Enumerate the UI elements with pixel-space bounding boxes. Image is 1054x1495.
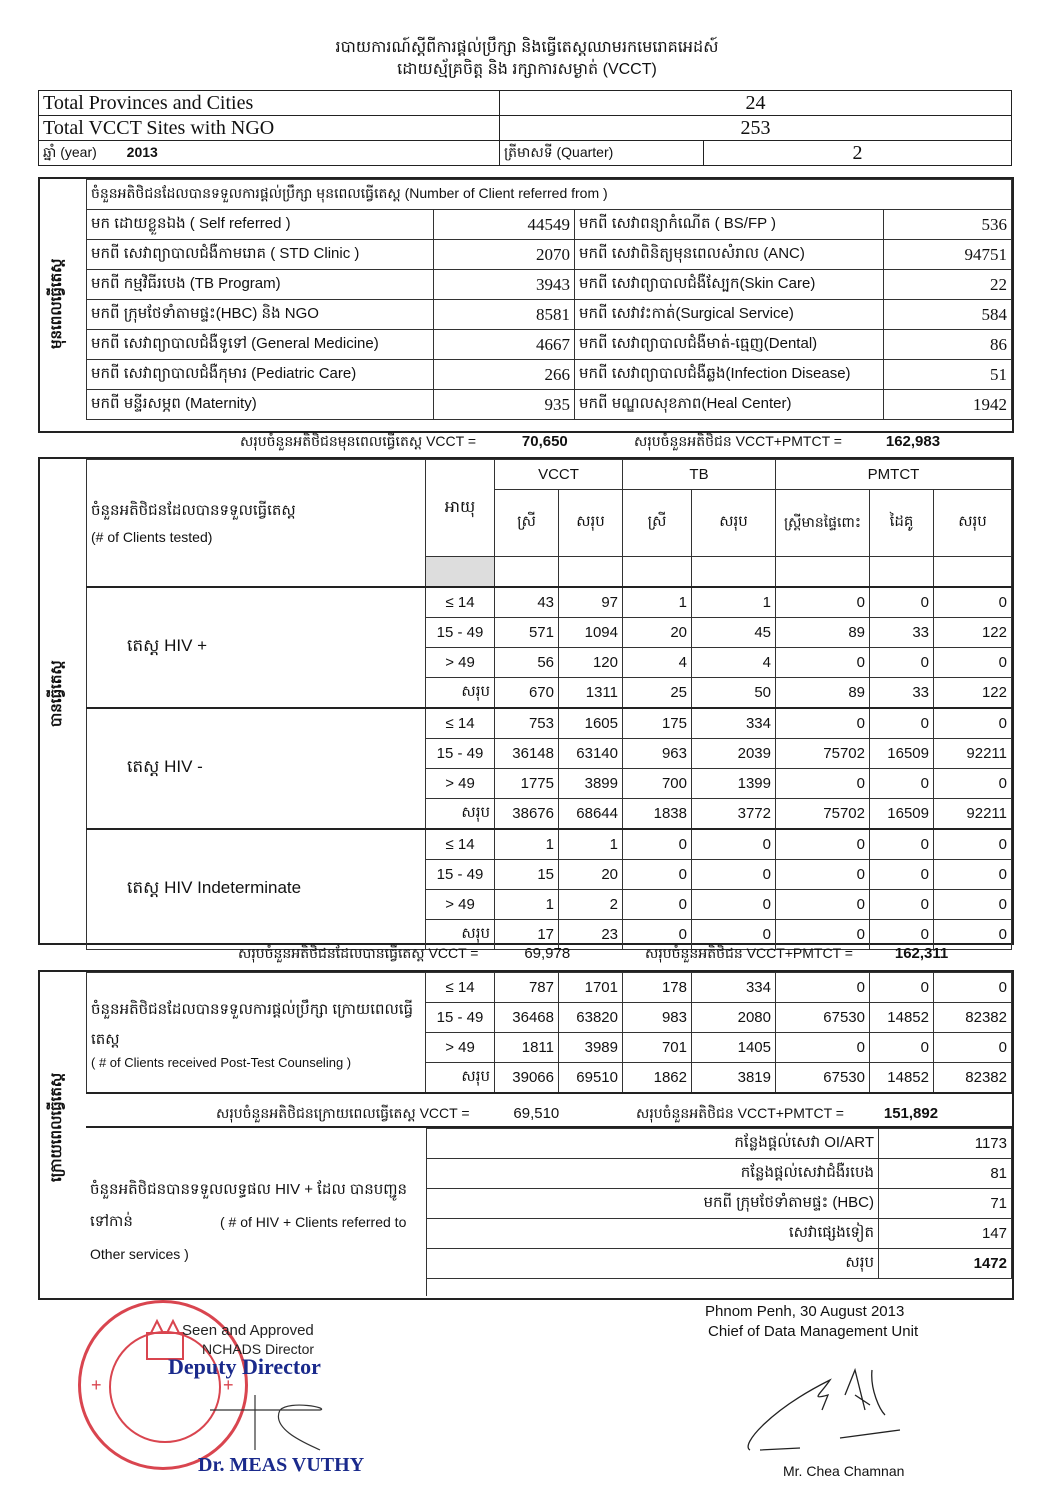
value-cell: 2080 [692, 1003, 776, 1033]
referral-value: 1173 [879, 1129, 1012, 1159]
chief-title: Chief of Data Management Unit [708, 1323, 919, 1340]
pretest-row [87, 300, 1012, 330]
referral-value: 71 [879, 1189, 1012, 1219]
vcct-header: VCCT [495, 460, 623, 490]
table-row [87, 973, 1012, 1003]
value-cell: 0 [870, 829, 934, 860]
group-label-hiv-negative: តេស្ត HIV - [87, 708, 426, 829]
value-cell: 0 [776, 708, 870, 739]
group-label-hiv-indeterminate: តេស្ត HIV Indeterminate [87, 829, 426, 950]
value-cell: 1311 [559, 678, 623, 709]
pretest-left-value: 266 [434, 360, 575, 390]
approved-line1: Seen and Approved [182, 1322, 314, 1339]
provinces-label: Total Provinces and Cities [39, 91, 500, 116]
pretest-section [38, 177, 1014, 433]
pretest-total-all-value: 162,983 [885, 433, 941, 450]
value-cell: 0 [870, 973, 934, 1003]
value-cell: 0 [692, 860, 776, 890]
value-cell: 0 [934, 708, 1012, 739]
referral-row [427, 1159, 1012, 1189]
value-cell: 20 [559, 860, 623, 890]
referral-value: 147 [879, 1219, 1012, 1249]
value-cell: 0 [934, 648, 1012, 678]
value-cell: 67530 [776, 1003, 870, 1033]
value-cell: 39066 [495, 1063, 559, 1094]
svg-text:+: + [223, 1375, 234, 1395]
value-cell: 1094 [559, 618, 623, 648]
sub-header-pmtct-total: សរុប [934, 490, 1012, 557]
pretest-row [87, 330, 1012, 360]
table-row [87, 708, 1012, 739]
value-cell: 36468 [495, 1003, 559, 1033]
value-cell: 1775 [495, 769, 559, 799]
pretest-right-label: មកពី សេវាព្យាបាលជំងឺឆ្លង(Infection Disease) [575, 360, 884, 390]
referral-value: 81 [879, 1159, 1012, 1189]
value-cell: 0 [692, 829, 776, 860]
tested-heading-en: (# of Clients tested) [91, 529, 213, 545]
value-cell: 1605 [559, 708, 623, 739]
report-title-line2: ដោយស្ម័គ្រចិត្ត និង រក្សាការសម្ងាត់ (VCCT) [397, 61, 657, 78]
value-cell: 89 [776, 618, 870, 648]
sites-value: 253 [500, 116, 1012, 141]
value-cell: 0 [776, 829, 870, 860]
referral-label: កន្លែងផ្តល់សេវា OI/ART [427, 1129, 879, 1159]
value-cell: 0 [623, 920, 692, 950]
referral-heading-en: ( # of HIV + Clients referred to Other services ) [90, 1214, 407, 1262]
value-cell: 92211 [934, 799, 1012, 830]
value-cell: 69510 [559, 1063, 623, 1094]
value-cell: 0 [870, 587, 934, 618]
value-cell: 0 [623, 890, 692, 920]
value-cell: 67530 [776, 1063, 870, 1094]
value-cell: 175 [623, 708, 692, 739]
value-cell: 122 [934, 618, 1012, 648]
pretest-right-label: មកពី មណ្ឌលសុខភាព(Heal Center) [575, 390, 884, 420]
tested-total-vcct-value: 69,978 [524, 945, 571, 962]
value-cell: 0 [934, 769, 1012, 799]
pretest-left-label: មក ដោយខ្លួនឯង ( Self referred ) [87, 210, 434, 240]
pretest-left-value: 935 [434, 390, 575, 420]
value-cell: 1399 [692, 769, 776, 799]
posttest-section [38, 970, 1014, 1300]
posttest-total-vcct-value: 69,510 [513, 1105, 560, 1122]
age-cell: 15 - 49 [426, 739, 495, 769]
value-cell: 0 [776, 587, 870, 618]
referral-label: សរុប [427, 1249, 879, 1279]
value-cell: 0 [776, 920, 870, 950]
value-cell: 571 [495, 618, 559, 648]
value-cell: 25 [623, 678, 692, 709]
pretest-right-value: 51 [884, 360, 1012, 390]
tested-total-all [645, 944, 948, 965]
value-cell: 0 [934, 890, 1012, 920]
pretest-left-value: 3943 [434, 270, 575, 300]
year-label: ឆ្នាំ (year) [43, 143, 97, 160]
value-cell: 3819 [692, 1063, 776, 1094]
tested-section [38, 457, 1014, 945]
right-signature-icon [730, 1350, 910, 1460]
pretest-right-value: 94751 [884, 240, 1012, 270]
value-cell: 0 [692, 920, 776, 950]
value-cell: 16509 [870, 739, 934, 769]
pretest-total-vcct-value: 70,650 [521, 433, 568, 450]
posttest-total-all-label: សរុបចំនួនអតិថិជន VCCT+PMTCT = [636, 1105, 844, 1121]
value-cell: 334 [692, 708, 776, 739]
value-cell: 1838 [623, 799, 692, 830]
value-cell: 1 [495, 829, 559, 860]
posttest-total-vcct-label: សរុបចំនួនអតិថិជនក្រោយពេលធ្វើតេស្ត VCCT = [216, 1105, 470, 1121]
total-label-cell: សរុប [426, 920, 495, 950]
shaded-cell [426, 557, 495, 588]
pretest-right-label: មកពី សេវាពន្យាកំណើត ( BS/FP ) [575, 210, 884, 240]
value-cell: 0 [870, 648, 934, 678]
pretest-row [87, 390, 1012, 420]
pretest-left-value: 8581 [434, 300, 575, 330]
value-cell: 787 [495, 973, 559, 1003]
pretest-total-all-label: សរុបចំនួនអតិថិជន VCCT+PMTCT = [634, 433, 842, 449]
value-cell: 82382 [934, 1063, 1012, 1094]
pretest-side-label: មុនពេលធ្វើតេស្ត [48, 258, 65, 350]
value-cell: 50 [692, 678, 776, 709]
pmtct-header: PMTCT [776, 460, 1012, 490]
value-cell: 2 [559, 890, 623, 920]
pretest-right-label: មកពី សេវាពិនិត្យមុនពេលសំរាល (ANC) [575, 240, 884, 270]
value-cell: 0 [934, 973, 1012, 1003]
posttest-heading-en: ( # of Clients received Post-Test Counseling ) [91, 1055, 352, 1070]
total-label-cell: សរុប [426, 1063, 495, 1094]
value-cell: 122 [934, 678, 1012, 709]
tested-side-label: បានធ្វើតេស្ត [48, 660, 65, 728]
age-cell: > 49 [426, 648, 495, 678]
posttest-total-all [636, 1104, 938, 1125]
quarter-label: ត្រីមាសទី (Quarter) [500, 141, 704, 166]
age-cell: ≤ 14 [426, 829, 495, 860]
referral-value: 1472 [879, 1249, 1012, 1279]
sub-header-pregnant: ស្ត្រីមានផ្ទៃពោះ [776, 490, 870, 557]
age-cell: 15 - 49 [426, 860, 495, 890]
pretest-left-label: មកពី សេវាព្យាបាលជំងឺកាមរោគ ( STD Clinic ) [87, 240, 434, 270]
sub-header-partner: ដៃគូ [870, 490, 934, 557]
header-table [38, 90, 1012, 166]
value-cell: 963 [623, 739, 692, 769]
value-cell: 0 [870, 860, 934, 890]
value-cell: 1 [559, 829, 623, 860]
tested-total-all-label: សរុបចំនួនអតិថិជន VCCT+PMTCT = [645, 945, 853, 961]
value-cell: 23 [559, 920, 623, 950]
left-signature-icon [200, 1390, 340, 1460]
value-cell: 68644 [559, 799, 623, 830]
value-cell: 334 [692, 973, 776, 1003]
pretest-right-label: មកពី សេវាវះកាត់(Surgical Service) [575, 300, 884, 330]
pretest-row [87, 210, 1012, 240]
tb-header: TB [623, 460, 776, 490]
value-cell: 670 [495, 678, 559, 709]
pretest-left-value: 44549 [434, 210, 575, 240]
value-cell: 92211 [934, 739, 1012, 769]
value-cell: 14852 [870, 1063, 934, 1094]
pretest-right-value: 584 [884, 300, 1012, 330]
value-cell: 4 [692, 648, 776, 678]
posttest-heading-kh: ចំនួនអតិថិជនដែលបានទទួលការផ្តល់ប្រឹក្សា ក្រោយពេលធ្វើតេស្ត [91, 1001, 414, 1048]
pretest-total-vcct [240, 432, 568, 453]
value-cell: 1862 [623, 1063, 692, 1094]
referral-row-total [427, 1249, 1012, 1279]
value-cell: 63140 [559, 739, 623, 769]
referral-label: សេវាផ្សេងទៀត [427, 1219, 879, 1249]
value-cell: 43 [495, 587, 559, 618]
pretest-right-value: 536 [884, 210, 1012, 240]
value-cell: 0 [776, 769, 870, 799]
age-cell: 15 - 49 [426, 618, 495, 648]
value-cell: 1405 [692, 1033, 776, 1063]
value-cell: 0 [934, 860, 1012, 890]
pretest-left-label: មកពី សេវាព្យាបាលជំងឺកុមារ (Pediatric Care) [87, 360, 434, 390]
value-cell: 0 [776, 860, 870, 890]
value-cell: 0 [870, 920, 934, 950]
deputy-director-title: Deputy Director [168, 1354, 321, 1379]
tested-heading [87, 460, 426, 588]
pretest-left-value: 2070 [434, 240, 575, 270]
pretest-right-label: មកពី សេវាព្យាបាលជំងឺស្បែក(Skin Care) [575, 270, 884, 300]
pretest-heading: ចំនួនអតិថិជនដែលបានទទួលការផ្តល់ប្រឹក្សា មុនពេលធ្វើតេស្ត (Number of Client referred from ) [87, 180, 1012, 210]
sites-label: Total VCCT Sites with NGO [39, 116, 500, 141]
value-cell: 0 [692, 890, 776, 920]
value-cell: 0 [870, 708, 934, 739]
sub-header-tb-total: សរុប [692, 490, 776, 557]
value-cell: 0 [934, 587, 1012, 618]
value-cell: 14852 [870, 1003, 934, 1033]
value-cell: 0 [870, 890, 934, 920]
value-cell: 16509 [870, 799, 934, 830]
value-cell: 983 [623, 1003, 692, 1033]
pretest-row [87, 240, 1012, 270]
pretest-left-label: មកពី កម្មវិធីរបេង (TB Program) [87, 270, 434, 300]
svg-text:+: + [91, 1375, 102, 1395]
tested-total-vcct [238, 944, 570, 965]
value-cell: 701 [623, 1033, 692, 1063]
value-cell: 0 [934, 829, 1012, 860]
director-name: Dr. MEAS VUTHY [198, 1454, 365, 1476]
total-label-cell: សរុប [426, 799, 495, 830]
sub-header-tb-female: ស្រី [623, 490, 692, 557]
tested-heading-kh: ចំនួនអតិថិជនដែលបានទទួលធ្វើតេស្ត [91, 502, 296, 519]
posttest-total-vcct [216, 1104, 559, 1125]
value-cell: 1701 [559, 973, 623, 1003]
pretest-left-label: មកពី មន្ទីរសម្ភព (Maternity) [87, 390, 434, 420]
value-cell: 1 [692, 587, 776, 618]
age-cell: ≤ 14 [426, 973, 495, 1003]
pretest-right-value: 1942 [884, 390, 1012, 420]
value-cell: 120 [559, 648, 623, 678]
value-cell: 0 [934, 1033, 1012, 1063]
value-cell: 0 [776, 890, 870, 920]
value-cell: 0 [623, 829, 692, 860]
quarter-value: 2 [704, 141, 1012, 166]
table-row [87, 829, 1012, 860]
value-cell: 0 [623, 860, 692, 890]
value-cell: 1811 [495, 1033, 559, 1063]
approved-line2: NCHADS Director [202, 1341, 315, 1357]
sub-header-vcct-female: ស្រី [495, 490, 559, 557]
value-cell: 36148 [495, 739, 559, 769]
value-cell: 3989 [559, 1033, 623, 1063]
referral-row [427, 1219, 1012, 1249]
value-cell: 753 [495, 708, 559, 739]
table-row [87, 587, 1012, 618]
referral-heading [86, 1128, 427, 1296]
value-cell: 56 [495, 648, 559, 678]
value-cell: 45 [692, 618, 776, 648]
value-cell: 0 [776, 648, 870, 678]
value-cell: 15 [495, 860, 559, 890]
value-cell: 97 [559, 587, 623, 618]
pretest-row [87, 270, 1012, 300]
value-cell: 33 [870, 678, 934, 709]
value-cell: 3772 [692, 799, 776, 830]
tested-total-vcct-label: សរុបចំនួនអតិថិជនដែលបានធ្វើតេស្ត VCCT = [238, 945, 479, 961]
value-cell: 20 [623, 618, 692, 648]
posttest-side-label: ក្រោយពេលធ្វើតេស្ត [48, 1072, 65, 1182]
total-label-cell: សរុប [426, 678, 495, 709]
value-cell: 75702 [776, 739, 870, 769]
value-cell: 700 [623, 769, 692, 799]
value-cell: 3899 [559, 769, 623, 799]
value-cell: 38676 [495, 799, 559, 830]
value-cell: 0 [776, 973, 870, 1003]
year-cell [39, 141, 500, 166]
value-cell: 75702 [776, 799, 870, 830]
place-date: Phnom Penh, 30 August 2013 [705, 1303, 905, 1320]
posttest-total-all-value: 151,892 [883, 1105, 939, 1122]
age-header: អាយុ [426, 460, 495, 557]
year-value: 2013 [126, 143, 158, 160]
age-cell: > 49 [426, 890, 495, 920]
age-cell: > 49 [426, 1033, 495, 1063]
age-cell: ≤ 14 [426, 587, 495, 618]
value-cell: 1 [495, 890, 559, 920]
age-cell: 15 - 49 [426, 1003, 495, 1033]
pretest-right-value: 22 [884, 270, 1012, 300]
value-cell: 82382 [934, 1003, 1012, 1033]
value-cell: 0 [776, 1033, 870, 1063]
value-cell: 0 [870, 1033, 934, 1063]
group-label-hiv-positive: តេស្ត HIV + [87, 587, 426, 708]
pretest-total-all [634, 432, 940, 453]
value-cell: 1 [623, 587, 692, 618]
tested-total-all-value: 162,311 [894, 945, 949, 962]
value-cell: 17 [495, 920, 559, 950]
provinces-value: 24 [500, 91, 1012, 116]
referral-row [427, 1129, 1012, 1159]
age-cell: ≤ 14 [426, 708, 495, 739]
pretest-row [87, 360, 1012, 390]
value-cell: 89 [776, 678, 870, 709]
pretest-left-value: 4667 [434, 330, 575, 360]
posttest-heading [87, 973, 426, 1094]
sub-header-vcct-total: សរុប [559, 490, 623, 557]
pretest-right-label: មកពី សេវាព្យាបាលជំងឺមាត់-ធ្មេញ(Dental) [575, 330, 884, 360]
chief-name: Mr. Chea Chamnan [783, 1463, 905, 1479]
age-cell: > 49 [426, 769, 495, 799]
referral-row [427, 1189, 1012, 1219]
referral-label: មកពី ក្រុមថែទាំតាមផ្ទះ (HBC) [427, 1189, 879, 1219]
value-cell: 63820 [559, 1003, 623, 1033]
value-cell: 33 [870, 618, 934, 648]
pretest-left-label: មកពី សេវាព្យាបាលជំងឺទូទៅ (General Medicine) [87, 330, 434, 360]
pretest-right-value: 86 [884, 330, 1012, 360]
value-cell: 0 [934, 920, 1012, 950]
value-cell: 2039 [692, 739, 776, 769]
pretest-total-vcct-label: សរុបចំនួនអតិថិជនមុនពេលធ្វើតេស្ត VCCT = [240, 433, 476, 449]
value-cell: 4 [623, 648, 692, 678]
referral-heading-kh: ចំនួនអតិថិជនបានទទួលលទ្ធផល HIV + ដែល បានបញ្ជូនទៅកាន់ [90, 1181, 408, 1230]
referral-label: កន្លែងផ្តល់សេវាជំងឺរបេង [427, 1159, 879, 1189]
pretest-left-label: មកពី ក្រុមថែទាំតាមផ្ទះ(HBC) និង NGO [87, 300, 434, 330]
value-cell: 178 [623, 973, 692, 1003]
report-title-line1: របាយការណ៍ស្តីពីការផ្តល់ប្រឹក្សា និងធ្វើតេស្តឈាមរកមេរោគអេដស៍ [335, 39, 719, 56]
value-cell: 0 [870, 769, 934, 799]
